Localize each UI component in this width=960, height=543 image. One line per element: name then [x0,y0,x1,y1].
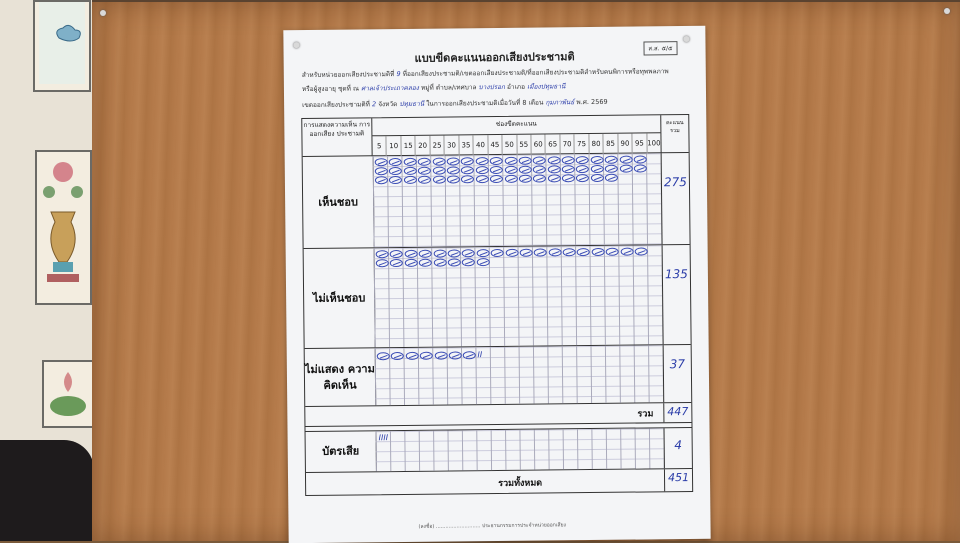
row-total-cell [661,153,690,244]
tick-label: 35 [458,135,473,156]
vase-icon [37,152,90,303]
header-tally-area [372,115,660,156]
tally-group [533,156,546,164]
tally-group [490,166,503,174]
sum-value: 447 [663,403,691,422]
tally-group [389,167,402,175]
tick-label: 50 [502,135,517,156]
tally-group [375,167,388,175]
tally-marks [375,155,659,185]
tally-marks [377,349,661,361]
tally-group [391,352,404,360]
tick-label: 20 [415,136,430,157]
tally-group [390,250,403,258]
tally-group [605,165,618,173]
row-total: 135 [664,267,688,282]
tally-grid [375,345,664,405]
tick-label: 10 [386,136,401,157]
unit-number: 9 [396,69,401,79]
tally-group [505,249,518,257]
tick-label: 30 [444,135,459,156]
tally-group [432,158,445,166]
form-line-2: หรือผู้สูงอายุ ชุดที่ ณ ศาลเจ้าประเถาคลอง หมู่ที่ ตำบล/เทศบาล บางปรอก อำเภอ เมืองปทุมธานี [301,82,566,94]
tally-marks [376,247,660,268]
district-number: 2 [371,100,377,109]
tally-group [562,174,575,182]
tally-group [447,157,460,165]
tally-group [403,158,416,166]
tally-group [519,166,532,174]
tick-label: 5 [376,142,382,151]
tick-label: 60 [530,134,545,155]
tally-group [377,352,390,360]
tally-group [562,165,575,173]
vote-month: กุมภาพันธ์ [545,98,575,107]
row-no-opinion [305,345,692,407]
tally-group [404,167,417,175]
tally-group [434,352,447,360]
tally-group [533,174,546,182]
invalid-tally: IIII [378,433,389,443]
grand-total-row [306,469,692,495]
pin-icon [683,36,689,42]
tally-group [418,158,431,166]
decorative-tile-bottom [42,360,94,428]
vote-year: 2569 [590,97,608,107]
grand-total-value: 451 [664,469,692,491]
tambon-name: บางปรอก [478,82,505,92]
tick-label: 75 [574,134,589,155]
tally-group [376,259,389,267]
tally-group [476,249,489,257]
amphoe-name: เมืองปทุมธานี [527,82,566,91]
tally-group [634,155,647,163]
decorative-tile-top [33,0,91,92]
tally-group [405,259,418,267]
tally-group [376,250,389,258]
row-total-cell [663,345,692,402]
tally-group [375,176,388,184]
tally-group [547,156,560,164]
tally-group [447,175,460,183]
tally-group [418,167,431,175]
tally-group [576,156,589,164]
tally-group [404,176,417,184]
form-code: ส.ส. ๕/๕ [643,41,677,55]
tally-group [389,176,402,184]
form-title: แบบขีดคะแนนออกเสียงประชามติ [414,50,575,65]
tally-group [620,248,633,256]
tally-group [433,259,446,267]
tally-group [548,174,561,182]
tally-group [576,174,589,182]
grand-total-label: รวมทั้งหมด [498,478,543,489]
tally-grid [376,428,664,471]
tally-group [605,156,618,164]
tally-group [405,352,418,360]
row-label: บัตรเสีย [306,431,377,472]
tally-group [504,157,517,165]
tick-label: 100 [646,133,661,154]
tally-group [533,165,546,173]
tally-group [389,158,402,166]
tally-group [576,165,589,173]
tick-label: 25 [429,136,444,157]
form-line-1: สำหรับหน่วยออกเสียงประชามติที่ 9 ที่ออกเสียงประชามติ/เขตออกเสียงประชามติ/ที่ออกเสียงประชามติสำหรับคนพิการหรือทุพพลภาพ [301,67,669,80]
tally-group [534,248,547,256]
tally-group [591,156,604,164]
tally-group [476,258,489,266]
tally-group [548,248,561,256]
row-approve [303,153,690,249]
tally-group [390,259,403,267]
tally-group [418,176,431,184]
tally-group [519,175,532,183]
tally-group [475,157,488,165]
tally-group [490,157,503,165]
tally-group [563,248,576,256]
tally-group [635,247,648,255]
row-total: 275 [663,175,687,190]
tally-group [462,258,475,266]
tick-label: 65 [545,134,560,155]
decorative-tile-vase [35,150,92,305]
pin-icon [293,42,299,48]
tally-group [562,156,575,164]
tally-group [520,249,533,257]
tally-group [449,351,462,359]
lotus-icon [44,362,92,426]
sum-row [305,403,691,427]
cloud-icon [35,2,89,90]
tally-group [504,175,517,183]
tally-group [448,258,461,266]
row-label: ไม่แสดง ความคิดเห็น [305,348,377,406]
tally-group [420,352,433,360]
tick-label: 15 [400,136,415,157]
tick-label: 70 [559,134,574,155]
tally-grid [374,245,663,347]
tally-group [419,259,432,267]
ballot-tally-sheet [283,26,710,543]
row-label: เห็นชอบ [303,156,375,248]
chair [0,440,94,541]
header-total: คะแนน รวม [660,115,688,153]
tally-group [605,174,618,182]
row-total-cell [662,245,691,344]
tally-group [461,175,474,183]
tick-label: 55 [516,135,531,156]
tally-group [619,165,632,173]
tally-group [462,249,475,257]
tally-group [519,157,532,165]
tally-table [301,114,693,496]
pin-icon [944,8,950,14]
tally-grid [373,153,662,247]
tick-label: 45 [487,135,502,156]
row-invalid [306,427,692,473]
row-total: 37 [669,357,686,372]
sum-label: รวม [637,409,654,420]
tally-group [504,166,517,174]
tally-group [547,165,560,173]
tally-group [490,175,503,183]
row-disapprove [304,245,691,349]
tally-group [447,166,460,174]
tally-group [591,248,604,256]
province-name: ปทุมธานี [399,99,425,109]
tally-group [476,175,489,183]
tally-extra: II [477,350,483,360]
invalid-value: 4 [674,438,683,453]
tally-group [461,157,474,165]
tally-group [433,250,446,258]
tick-label: 40 [473,135,488,156]
tally-group [634,164,647,172]
header-tally-title: ช่องขีดคะแนน [495,119,537,129]
tally-group [591,174,604,182]
tally-group [432,176,445,184]
tally-group [591,165,604,173]
tally-group [375,158,388,166]
signature-line: (ลงชื่อ) ............................ ประธานกรรมการประจำหน่วยออกเสียง [418,522,566,530]
row-total-cell [664,428,692,468]
tally-group [577,248,590,256]
tick-label: 85 [603,134,618,155]
tally-group [461,166,474,174]
tally-group [606,248,619,256]
tally-group [432,167,445,175]
tally-group [419,250,432,258]
tick-label: 95 [632,133,647,154]
tally-group [463,351,476,359]
tally-group [448,249,461,257]
tally-group [475,166,488,174]
tick-label: 90 [617,134,632,155]
vote-day: 8 [522,98,527,107]
form-line-3: เขตออกเสียงประชามติที่ 2 จังหวัด ปทุมธานี ในการออกเสียงประชามติเมื่อวันที่ 8 เดือน กุมภาพันธ์ พ.ศ. 2569 [302,97,608,110]
row-label: ไม่เห็นชอบ [304,248,376,348]
pin-icon [100,10,106,16]
header-opinion: การแสดงความเห็น การออกเสียง ประชามติ [302,118,372,157]
tally-group [404,250,417,258]
tick-label: 80 [588,134,603,155]
place-name: ศาลเจ้าประเถาคลอง [361,83,419,93]
tally-group [619,156,632,164]
tally-group [491,249,504,257]
